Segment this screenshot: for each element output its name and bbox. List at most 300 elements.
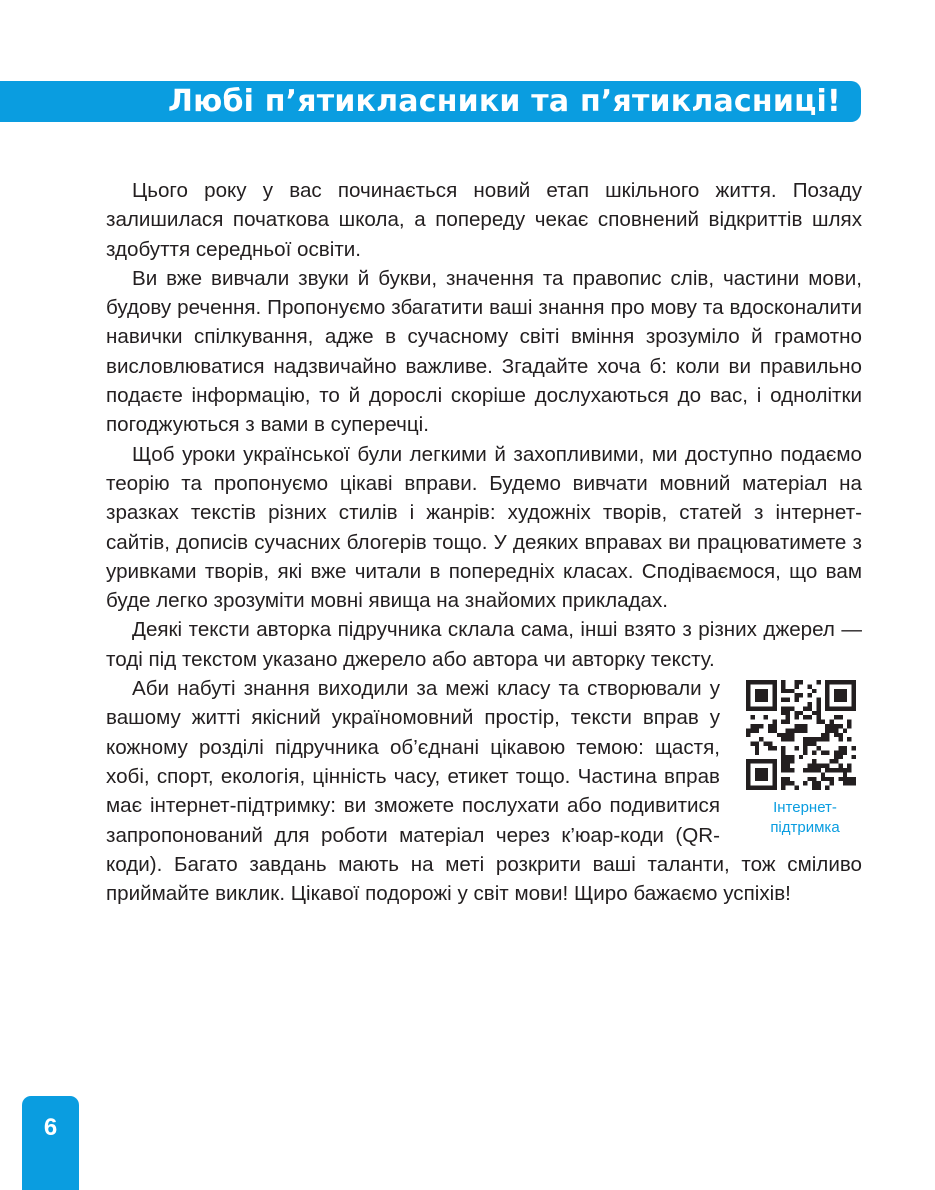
qr-module	[812, 711, 816, 715]
qr-module	[786, 711, 790, 715]
qr-module	[772, 698, 776, 702]
qr-module	[834, 715, 838, 719]
qr-module	[781, 786, 785, 790]
qr-module	[821, 733, 825, 737]
qr-module	[852, 693, 856, 697]
qr-module	[759, 772, 763, 776]
qr-module	[821, 737, 825, 741]
qr-module	[772, 706, 776, 710]
body-text	[106, 176, 862, 908]
qr-module	[847, 768, 851, 772]
qr-module	[768, 746, 772, 750]
qr-module	[838, 777, 842, 781]
qr-module	[772, 728, 776, 732]
qr-module	[847, 680, 851, 684]
qr-module	[834, 728, 838, 732]
qr-module	[746, 689, 750, 693]
qr-module	[830, 777, 834, 781]
qr-module	[781, 698, 785, 702]
qr-module	[816, 737, 820, 741]
qr-module	[821, 764, 825, 768]
page-number: 6	[43, 1114, 58, 1141]
qr-module	[838, 750, 842, 754]
qr-module	[764, 759, 768, 763]
qr-module	[843, 777, 847, 781]
qr-module	[812, 759, 816, 763]
qr-module	[808, 715, 812, 719]
qr-module	[746, 786, 750, 790]
qr-module	[746, 764, 750, 768]
qr-module	[759, 706, 763, 710]
qr-module	[755, 759, 759, 763]
qr-module	[825, 698, 829, 702]
qr-module	[852, 781, 856, 785]
qr-module	[843, 693, 847, 697]
qr-module	[803, 746, 807, 750]
qr-module	[803, 750, 807, 754]
qr-module	[781, 733, 785, 737]
qr-module	[825, 786, 829, 790]
qr-module	[838, 724, 842, 728]
qr-module	[812, 689, 816, 693]
qr-module	[772, 693, 776, 697]
qr-module	[803, 724, 807, 728]
qr-module	[838, 768, 842, 772]
qr-module	[838, 689, 842, 693]
qr-module	[821, 750, 825, 754]
qr-module	[755, 746, 759, 750]
qr-module	[834, 698, 838, 702]
qr-module	[794, 711, 798, 715]
qr-module	[759, 693, 763, 697]
qr-module	[808, 764, 812, 768]
qr-module	[768, 786, 772, 790]
qr-module	[790, 781, 794, 785]
qr-module	[759, 768, 763, 772]
qr-module	[808, 693, 812, 697]
paragraph-5-text: Аби набуті знання виходили за межі класу та створювали у вашому житті якісний україномовний простір, тексти вправ у кожному розділі підручника об’єднані цікавою темою: щастя, хобі, спорт, екологія, цінність часу, етикет тощо. Частина вправ має інтернет-підтримку: ви зможете послухати або подивитися запропонований для роботи матеріал через к’юар-коди (QR-коди). Багато завдань мають на меті розкрити ваші таланти, тож сміливо приймайте виклик. Цікавої подорожі у світ мови! Щиро бажаємо успіхів!	[106, 677, 862, 906]
qr-module	[834, 755, 838, 759]
qr-module	[794, 698, 798, 702]
qr-caption-line-2: підтримка	[770, 819, 840, 837]
qr-module	[825, 684, 829, 688]
qr-module	[821, 777, 825, 781]
qr-module	[816, 698, 820, 702]
qr-module	[755, 777, 759, 781]
qr-module	[803, 768, 807, 772]
qr-module	[816, 711, 820, 715]
paragraph-5	[106, 674, 862, 908]
qr-module	[821, 772, 825, 776]
paragraph-3: Щоб уроки української були легкими й захопливими, ми доступно подаємо теорію та пропонуємо цікаві вправи. Будемо вивчати мовний матеріал на зразках текстів різних стилів і жанрів: художніх творів, статей з інтернет-сайтів, дописів сучасних блогерів тощо. У деяких вправах ви працюватимете з уривками творів, які вже читали в попередніх класах. Сподіваємося, що вам буде легко зрозуміти мовні явища на знайомих прикладах.	[106, 442, 862, 613]
qr-module	[808, 702, 812, 706]
qr-module	[750, 680, 754, 684]
qr-module	[786, 764, 790, 768]
qr-module	[825, 764, 829, 768]
qr-module	[786, 759, 790, 763]
qr-module	[825, 689, 829, 693]
qr-module	[799, 680, 803, 684]
title-bar	[0, 81, 861, 122]
qr-module	[834, 733, 838, 737]
qr-module	[838, 755, 842, 759]
qr-module	[852, 698, 856, 702]
qr-module	[759, 737, 763, 741]
qr-module	[799, 711, 803, 715]
qr-module	[781, 711, 785, 715]
qr-module	[812, 777, 816, 781]
qr-module	[838, 698, 842, 702]
qr-module	[786, 777, 790, 781]
qr-module	[755, 750, 759, 754]
qr-module	[830, 706, 834, 710]
qr-module	[772, 702, 776, 706]
qr-module	[764, 772, 768, 776]
qr-module	[830, 680, 834, 684]
qr-module	[786, 755, 790, 759]
qr-module	[838, 746, 842, 750]
qr-module	[852, 680, 856, 684]
qr-module	[764, 698, 768, 702]
qr-module	[803, 706, 807, 710]
qr-module	[781, 750, 785, 754]
qr-module	[852, 689, 856, 693]
qr-module	[843, 689, 847, 693]
qr-module	[825, 693, 829, 697]
qr-module	[843, 781, 847, 785]
qr-module	[799, 728, 803, 732]
qr-module	[768, 728, 772, 732]
qr-module	[772, 768, 776, 772]
qr-module	[852, 746, 856, 750]
qr-module	[794, 715, 798, 719]
qr-module	[768, 706, 772, 710]
qr-module	[772, 724, 776, 728]
qr-module	[834, 759, 838, 763]
qr-module	[808, 737, 812, 741]
qr-module	[759, 724, 763, 728]
qr-module	[746, 759, 750, 763]
qr-module	[790, 737, 794, 741]
qr-module	[830, 781, 834, 785]
qr-module	[781, 720, 785, 724]
qr-caption	[732, 798, 878, 838]
qr-module	[750, 742, 754, 746]
qr-module	[799, 724, 803, 728]
qr-module	[847, 764, 851, 768]
qr-module	[790, 733, 794, 737]
qr-module	[847, 724, 851, 728]
qr-module	[772, 777, 776, 781]
qr-module	[812, 786, 816, 790]
qr-module	[794, 728, 798, 732]
qr-module	[750, 715, 754, 719]
qr-module	[764, 715, 768, 719]
qr-module	[768, 680, 772, 684]
qr-module	[786, 728, 790, 732]
qr-module	[781, 689, 785, 693]
qr-module	[746, 777, 750, 781]
qr-module	[772, 759, 776, 763]
qr-module	[746, 706, 750, 710]
qr-module	[764, 680, 768, 684]
qr-module	[746, 684, 750, 688]
qr-module	[772, 680, 776, 684]
qr-module	[816, 715, 820, 719]
qr-module	[821, 720, 825, 724]
qr-module	[816, 720, 820, 724]
qr-block	[732, 674, 862, 842]
qr-module	[830, 720, 834, 724]
qr-module	[843, 746, 847, 750]
qr-module	[816, 746, 820, 750]
qr-module	[746, 702, 750, 706]
qr-module	[781, 746, 785, 750]
qr-module	[768, 759, 772, 763]
qr-module	[759, 759, 763, 763]
qr-module	[781, 764, 785, 768]
qr-module	[838, 715, 842, 719]
qr-module	[781, 768, 785, 772]
qr-module	[790, 689, 794, 693]
qr-module	[825, 750, 829, 754]
qr-module	[759, 786, 763, 790]
qr-module	[794, 786, 798, 790]
qr-module	[847, 777, 851, 781]
qr-module	[830, 728, 834, 732]
qr-module	[794, 680, 798, 684]
qr-module	[772, 689, 776, 693]
qr-module	[755, 689, 759, 693]
qr-module	[843, 772, 847, 776]
qr-module	[768, 742, 772, 746]
qr-module	[816, 702, 820, 706]
qr-module	[852, 777, 856, 781]
qr-module	[816, 781, 820, 785]
qr-module	[764, 689, 768, 693]
qr-module	[838, 680, 842, 684]
qr-module	[838, 733, 842, 737]
qr-module	[825, 724, 829, 728]
qr-module	[746, 698, 750, 702]
qr-module	[812, 768, 816, 772]
qr-module	[816, 706, 820, 710]
qr-module	[825, 777, 829, 781]
qr-module	[759, 698, 763, 702]
qr-module	[803, 728, 807, 732]
qr-module	[755, 786, 759, 790]
qr-module	[781, 684, 785, 688]
qr-module	[790, 728, 794, 732]
qr-module	[799, 693, 803, 697]
qr-module	[764, 742, 768, 746]
qr-module	[772, 746, 776, 750]
qr-module	[781, 680, 785, 684]
qr-module	[808, 777, 812, 781]
qr-module	[750, 759, 754, 763]
qr-module	[838, 764, 842, 768]
qr-module	[794, 693, 798, 697]
qr-module	[790, 768, 794, 772]
qr-module	[764, 768, 768, 772]
qr-module	[759, 680, 763, 684]
qr-module	[816, 768, 820, 772]
qr-module	[746, 781, 750, 785]
qr-module	[781, 706, 785, 710]
qr-module	[755, 742, 759, 746]
qr-module	[825, 728, 829, 732]
qr-module	[755, 728, 759, 732]
qr-module	[794, 724, 798, 728]
qr-module	[803, 742, 807, 746]
qr-module	[838, 706, 842, 710]
qr-module	[781, 777, 785, 781]
qr-module	[746, 680, 750, 684]
qr-module	[764, 777, 768, 781]
qr-caption-line-1: Інтернет-	[773, 799, 837, 817]
qr-module	[830, 759, 834, 763]
qr-module	[803, 715, 807, 719]
qr-module	[843, 680, 847, 684]
qr-module	[838, 737, 842, 741]
qr-module	[847, 781, 851, 785]
qr-module	[755, 768, 759, 772]
qr-module	[852, 684, 856, 688]
qr-module	[843, 768, 847, 772]
qr-module	[781, 781, 785, 785]
qr-module	[746, 693, 750, 697]
qr-module	[812, 737, 816, 741]
qr-module	[750, 724, 754, 728]
qr-module	[777, 733, 781, 737]
qr-module	[830, 724, 834, 728]
qr-module	[825, 702, 829, 706]
qr-module	[825, 733, 829, 737]
qr-module	[812, 750, 816, 754]
page-number-tab	[22, 1096, 79, 1190]
qr-module	[834, 750, 838, 754]
qr-module	[808, 768, 812, 772]
qr-module	[746, 733, 750, 737]
qr-module	[750, 728, 754, 732]
qr-module	[786, 689, 790, 693]
qr-module	[825, 706, 829, 710]
qr-module	[838, 693, 842, 697]
qr-module	[759, 777, 763, 781]
qr-module	[843, 698, 847, 702]
qr-module	[816, 680, 820, 684]
qr-module	[812, 764, 816, 768]
qr-module	[803, 781, 807, 785]
qr-module	[781, 759, 785, 763]
paragraph-4: Деякі тексти авторка підручника склала сама, інші взято з різних джерел — тоді під текстом указано джерело або автора чи авторку тексту.	[106, 618, 862, 671]
qr-module	[830, 768, 834, 772]
qr-module	[852, 706, 856, 710]
qr-module	[794, 746, 798, 750]
qr-module	[794, 684, 798, 688]
qr-module	[825, 768, 829, 772]
qr-module	[746, 768, 750, 772]
qr-module	[843, 750, 847, 754]
qr-module	[772, 781, 776, 785]
qr-module	[834, 724, 838, 728]
qr-module	[834, 689, 838, 693]
qr-module	[746, 728, 750, 732]
qr-module	[834, 768, 838, 772]
qr-module	[755, 693, 759, 697]
qr-module	[816, 786, 820, 790]
qr-module	[847, 720, 851, 724]
qr-module	[759, 689, 763, 693]
qr-module	[843, 706, 847, 710]
qr-module	[755, 724, 759, 728]
qr-module	[781, 755, 785, 759]
qr-module	[781, 737, 785, 741]
qr-module	[786, 720, 790, 724]
qr-module	[847, 706, 851, 710]
paragraph-1: Цього року у вас починається новий етап шкільного життя. Позаду залишилася початкова школа, а попереду чекає сповнений відкриттів шлях здобуття середньої освіти.	[106, 179, 862, 261]
qr-module	[799, 755, 803, 759]
qr-module	[790, 706, 794, 710]
qr-module	[808, 742, 812, 746]
qr-module	[786, 781, 790, 785]
qr-module	[764, 706, 768, 710]
qr-module	[764, 693, 768, 697]
page-title: Любі п’ятикласники та п’ятикласниці!	[168, 84, 841, 119]
qr-module	[772, 772, 776, 776]
qr-module	[812, 781, 816, 785]
qr-module	[834, 680, 838, 684]
qr-module	[812, 742, 816, 746]
qr-module	[852, 702, 856, 706]
qr-module	[825, 680, 829, 684]
qr-module	[786, 733, 790, 737]
qr-module	[772, 786, 776, 790]
qr-module	[825, 737, 829, 741]
qr-module	[755, 706, 759, 710]
qr-module	[750, 706, 754, 710]
qr-module	[790, 759, 794, 763]
qr-module	[843, 728, 847, 732]
qr-module	[786, 715, 790, 719]
qr-module	[786, 737, 790, 741]
qr-module	[852, 755, 856, 759]
qr-code-icon[interactable]	[746, 680, 856, 790]
qr-module	[786, 768, 790, 772]
qr-module	[755, 680, 759, 684]
qr-module	[772, 684, 776, 688]
qr-module	[746, 772, 750, 776]
qr-module	[786, 706, 790, 710]
qr-module	[808, 684, 812, 688]
qr-module	[755, 698, 759, 702]
qr-module	[834, 706, 838, 710]
qr-module	[772, 720, 776, 724]
qr-module	[768, 724, 772, 728]
qr-module	[790, 755, 794, 759]
qr-module	[834, 693, 838, 697]
qr-module	[772, 764, 776, 768]
qr-module	[808, 706, 812, 710]
paragraph-2: Ви вже вивчали звуки й букви, значення та правопис слів, частини мови, будову речення. Пропонуємо збагатити ваші знання про мову та вдосконалити навички спілкування, адже в сучасному світі вміння зрозуміло й грамотно висловлюватися надзвичайно важливе. Згадайте хоча б: коли ви правильно подаєте інформацію, то й дорослі скоріше дослухаються до вас, і однолітки погоджуються з вами в суперечці.	[106, 266, 862, 437]
qr-module	[803, 737, 807, 741]
qr-module	[786, 698, 790, 702]
qr-module	[847, 737, 851, 741]
qr-module	[764, 786, 768, 790]
qr-module	[816, 764, 820, 768]
qr-module	[755, 772, 759, 776]
qr-module	[750, 786, 754, 790]
